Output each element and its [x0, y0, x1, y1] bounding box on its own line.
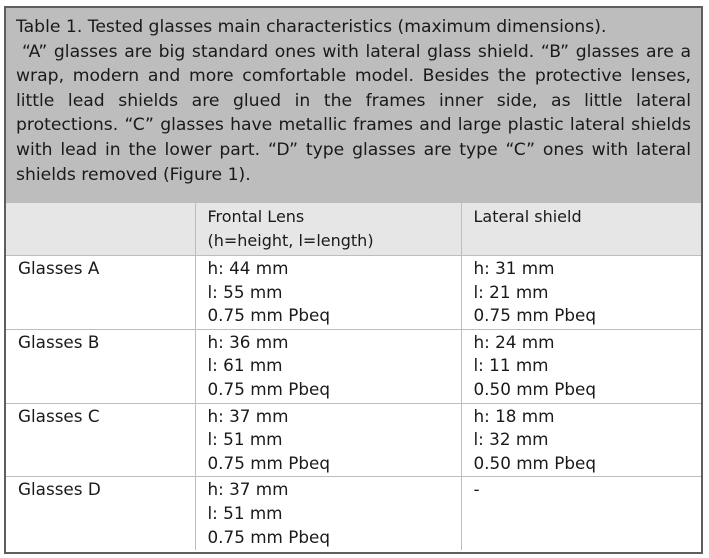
lateral-value: l: 21 mm — [473, 281, 549, 302]
row-frontal-lens — [195, 329, 461, 403]
row-glasses-name: Glasses D — [6, 477, 195, 550]
lateral-value: l: 11 mm — [473, 355, 549, 376]
header-frontal-subtitle: (h=height, l=length) — [207, 230, 374, 250]
frontal-value: h: 37 mm — [207, 479, 289, 500]
header-empty — [6, 203, 195, 256]
lateral-value: h: 18 mm — [473, 405, 555, 426]
header-lateral-shield: Lateral shield — [473, 207, 582, 226]
lateral-value: l: 32 mm — [473, 429, 549, 450]
row-lateral-shield — [461, 477, 701, 550]
table-row — [6, 256, 701, 330]
glasses-table — [6, 203, 701, 550]
row-lateral-shield — [461, 256, 701, 330]
header-frontal-title: Frontal Lens — [207, 207, 305, 226]
lateral-value: 0.75 mm Pbeq — [473, 305, 596, 326]
lateral-value: 0.50 mm Pbeq — [473, 378, 596, 399]
frontal-value: l: 51 mm — [207, 429, 283, 450]
row-glasses-name: Glasses A — [6, 256, 195, 330]
row-lateral-shield — [461, 403, 701, 477]
lateral-value: 0.50 mm Pbeq — [473, 452, 596, 473]
row-glasses-name: Glasses C — [6, 403, 195, 477]
row-frontal-lens — [195, 477, 461, 550]
table-figure — [4, 6, 703, 554]
row-frontal-lens — [195, 403, 461, 477]
lateral-value: h: 31 mm — [473, 258, 555, 278]
frontal-value: 0.75 mm Pbeq — [207, 378, 330, 399]
caption-title: Table 1. Tested glasses main characteristics (maximum dimensions). — [16, 17, 607, 37]
frontal-value: 0.75 mm Pbeq — [207, 305, 330, 326]
table-caption — [6, 8, 701, 203]
frontal-value: l: 55 mm — [207, 281, 283, 302]
table-row — [6, 329, 701, 403]
frontal-value: h: 36 mm — [207, 331, 289, 352]
table-row — [6, 477, 701, 550]
row-glasses-name: Glasses B — [6, 329, 195, 403]
frontal-value: l: 51 mm — [207, 502, 283, 523]
frontal-value: 0.75 mm Pbeq — [207, 452, 330, 473]
caption-body: “A” glasses are big standard ones with lateral glass shield. “B” glasses are a wrap, modern and more comfortable model. Besides the protective lenses, little lead shields are glued in the frames inner side, as little lateral protections. “C” glasses have metallic frames and large plastic lateral shields with lead in the lower part. “D” type glasses are type “C” ones with lateral shields removed (Figure 1). — [16, 41, 691, 185]
lateral-value: - — [473, 479, 480, 500]
table-row — [6, 403, 701, 477]
frontal-value: l: 61 mm — [207, 355, 283, 376]
frontal-value: 0.75 mm Pbeq — [207, 526, 330, 547]
frontal-value: h: 44 mm — [207, 258, 289, 278]
row-lateral-shield — [461, 329, 701, 403]
frontal-value: h: 37 mm — [207, 405, 289, 426]
header-frontal-lens — [195, 203, 461, 256]
header-row — [6, 203, 701, 256]
row-frontal-lens — [195, 256, 461, 330]
table-body — [6, 256, 701, 551]
lateral-value: h: 24 mm — [473, 331, 555, 352]
